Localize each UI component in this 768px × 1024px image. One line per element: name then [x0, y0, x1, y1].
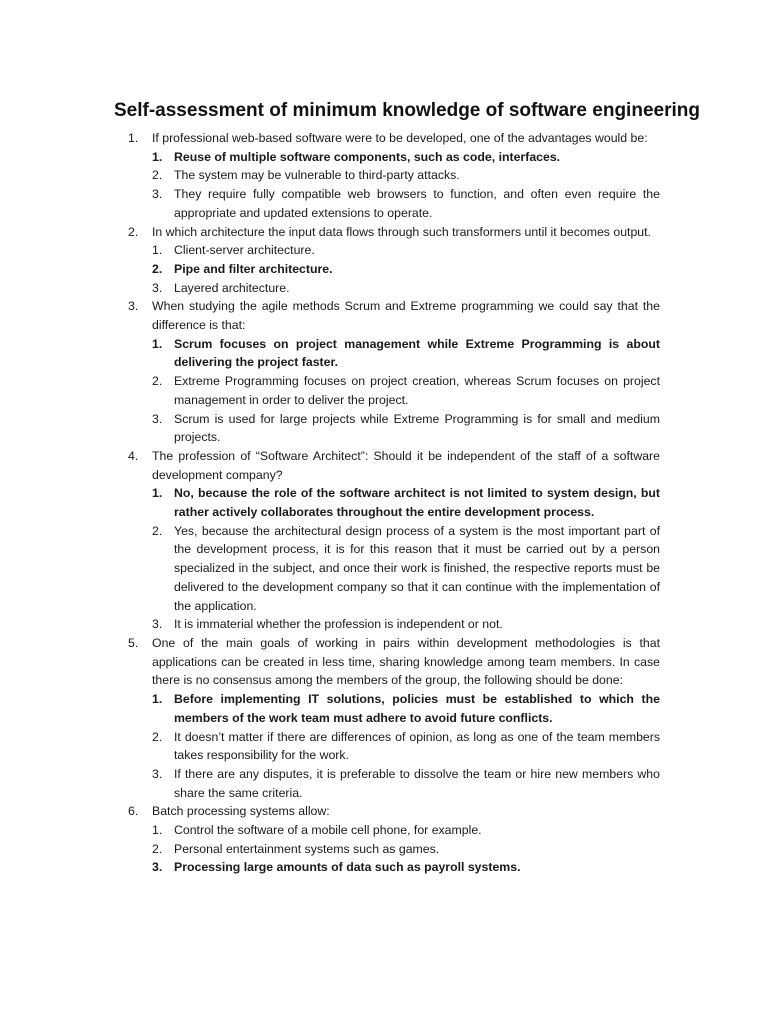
answer-number: 1.	[152, 486, 163, 501]
answer-option	[152, 821, 660, 840]
question-text: One of the main goals of working in pairs within development methodologies is that applications can be created in less time, sharing knowledge among team members. In case there is no consensus among the members of the group, the following should be done:	[152, 635, 660, 688]
answer-number: 2.	[152, 374, 163, 389]
question-text: When studying the agile methods Scrum and Extreme programming we could say that the difference is that:	[152, 299, 660, 333]
answer-number: 3.	[152, 860, 163, 875]
question-list	[128, 129, 660, 877]
answer-list	[152, 821, 660, 877]
answer-number: 3.	[152, 766, 163, 781]
question-5	[128, 634, 660, 802]
answer-list	[152, 484, 660, 634]
answer-text: Extreme Programming focuses on project creation, whereas Scrum focuses on project management in order to deliver the project.	[174, 374, 660, 407]
question-number: 4.	[128, 448, 139, 463]
answer-list	[152, 148, 660, 223]
answer-list	[152, 335, 660, 447]
question-number: 5.	[128, 635, 139, 650]
answer-text: Control the software of a mobile cell phone, for example.	[174, 823, 482, 838]
answer-option-correct	[152, 335, 660, 372]
answer-number: 1.	[152, 823, 163, 838]
answer-text: Reuse of multiple software components, such as code, interfaces.	[174, 149, 561, 164]
question-3	[128, 297, 660, 447]
question-2	[128, 223, 660, 298]
answer-option	[152, 615, 660, 634]
answer-number: 1.	[152, 692, 163, 707]
answer-option-correct	[152, 148, 660, 167]
answer-option-correct	[152, 484, 660, 521]
answer-text: The system may be vulnerable to third-party attacks.	[174, 168, 460, 183]
answer-number: 1.	[152, 149, 163, 164]
answer-text: Yes, because the architectural design process of a system is the most important part of the development process, it is for this reason that it must be carried out by a person specialized in the subject, and once their work is finished, the respective reports must be delivered to the development company so that it can continue with the implementation of the application.	[174, 523, 660, 613]
answer-text: No, because the role of the software architect is not limited to system design, but rather actively collaborates throughout the entire development process.	[174, 486, 660, 520]
answer-option	[152, 522, 660, 616]
answer-text: Pipe and filter architecture.	[174, 261, 333, 276]
answer-number: 2.	[152, 841, 163, 856]
answer-number: 2.	[152, 523, 163, 538]
answer-text: Processing large amounts of data such as payroll systems.	[174, 860, 521, 875]
answer-list	[152, 241, 660, 297]
answer-option	[152, 241, 660, 260]
answer-number: 2.	[152, 261, 163, 276]
answer-text: If there are any disputes, it is preferable to dissolve the team or hire new members who share the same criteria.	[174, 766, 660, 800]
answer-text: Scrum focuses on project management while Extreme Programming is about delivering the project faster.	[174, 336, 660, 370]
answer-option-correct	[152, 858, 660, 877]
question-number: 3.	[128, 299, 139, 314]
answer-option	[152, 185, 660, 222]
answer-text: Before implementing IT solutions, policies must be established to which the members of the work team must adhere to avoid future conflicts.	[174, 692, 660, 725]
document-title: Self-assessment of minimum knowledge of software engineering	[114, 100, 700, 121]
answer-option	[152, 372, 660, 409]
question-1	[128, 129, 660, 223]
question-4	[128, 447, 660, 634]
answer-number: 3.	[152, 411, 163, 426]
answer-text: Client-server architecture.	[174, 243, 315, 258]
answer-text: Personal entertainment systems such as games.	[174, 841, 440, 856]
question-text: Batch processing systems allow:	[152, 804, 330, 819]
question-6	[128, 802, 660, 877]
answer-number: 3.	[152, 187, 163, 202]
answer-text: It doesn’t matter if there are differences of opinion, as long as one of the team members takes responsibility for the work.	[174, 729, 660, 763]
answer-number: 3.	[152, 280, 163, 295]
answer-option	[152, 840, 660, 859]
answer-option	[152, 765, 660, 802]
answer-text: Scrum is used for large projects while Extreme Programming is for small and medium projects.	[174, 411, 660, 445]
answer-number: 3.	[152, 617, 163, 632]
answer-option	[152, 166, 660, 185]
answer-option	[152, 410, 660, 447]
question-text: If professional web-based software were to be developed, one of the advantages would be:	[152, 131, 648, 145]
answer-number: 1.	[152, 336, 163, 351]
question-text: In which architecture the input data flows through such transformers until it becomes output.	[152, 224, 651, 239]
answer-number: 2.	[152, 168, 163, 183]
answer-number: 2.	[152, 729, 163, 744]
answer-text: They require fully compatible web browsers to function, and often even require the appropriate and updated extensions to operate.	[174, 187, 660, 220]
question-number: 2.	[128, 224, 139, 239]
answer-list	[152, 690, 660, 802]
answer-text: It is immaterial whether the profession is independent or not.	[174, 617, 503, 632]
question-number: 6.	[128, 804, 139, 819]
question-text: The profession of “Software Architect”: Should it be independent of the staff of a software development company?	[152, 448, 660, 482]
answer-number: 1.	[152, 243, 163, 258]
answer-option-correct	[152, 260, 660, 279]
question-number: 1.	[128, 131, 139, 145]
answer-option	[152, 279, 660, 298]
answer-option	[152, 728, 660, 765]
answer-text: Layered architecture.	[174, 280, 290, 295]
answer-option-correct	[152, 690, 660, 727]
